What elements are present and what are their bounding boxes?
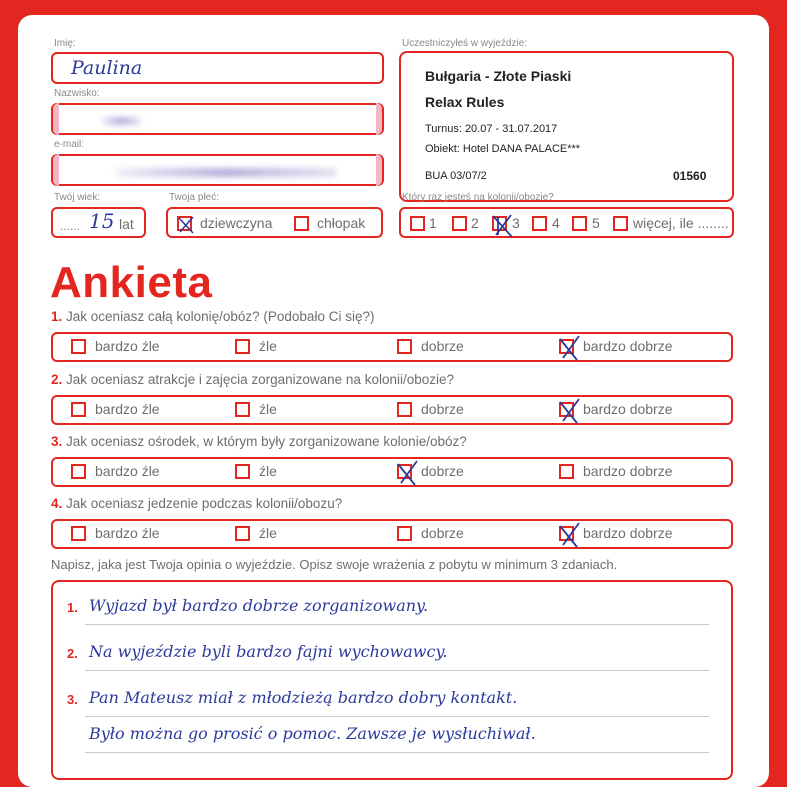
age-value: 15 <box>89 209 115 233</box>
trip-number: 01560 <box>673 169 707 183</box>
question-2 <box>51 372 454 387</box>
rating-row-2 <box>51 395 733 425</box>
name-field[interactable] <box>51 52 384 84</box>
trip-turnus: Turnus: 20.07 - 31.07.2017 <box>425 123 558 135</box>
trip-obiekt: Obiekt: Hotel DANA PALACE*** <box>425 143 581 155</box>
question-number: 4. <box>51 496 63 511</box>
opinion-prompt: Napisz, jaka jest Twoja opinia o wyjeździe. Opisz swoje wrażenia z pobytu w minimum 3 zdaniach. <box>51 557 618 572</box>
check-mark-icon <box>395 461 421 487</box>
rating-label: źle <box>259 463 277 479</box>
question-text: Jak oceniasz całą kolonię/obóz? (Podobało Ci się?) <box>66 309 375 324</box>
rating-checkbox[interactable] <box>559 402 574 417</box>
times-option-4: 4 <box>552 215 560 231</box>
question-4 <box>51 496 342 511</box>
rating-label: bardzo źle <box>95 338 160 354</box>
rating-row-1 <box>51 332 733 362</box>
age-label: Twój wiek: <box>54 192 101 203</box>
times-checkbox-5[interactable] <box>572 216 587 231</box>
rating-row-4 <box>51 519 733 549</box>
rating-checkbox[interactable] <box>559 339 574 354</box>
opinion-line-text: Wyjazd był bardzo dobrze zorganizowany. <box>89 596 429 615</box>
opinion-line-text: Było można go prosić o pomoc. Zawsze je wysłuchiwał. <box>89 724 536 743</box>
times-option-1: 1 <box>429 215 437 231</box>
times-option-2: 2 <box>471 215 479 231</box>
survey-form <box>18 15 769 787</box>
rating-label: bardzo źle <box>95 401 160 417</box>
rating-label: bardzo dobrze <box>583 401 673 417</box>
trip-label: Uczestniczyłeś w wyjeździe: <box>402 38 528 49</box>
gender-male-checkbox[interactable] <box>294 216 309 231</box>
gender-male-label: chłopak <box>317 215 366 231</box>
times-checkbox-4[interactable] <box>532 216 547 231</box>
email-label: e-mail: <box>54 139 85 150</box>
times-label: Który raz jesteś na kolonii/obozie? <box>402 192 554 203</box>
redacted-email <box>115 168 337 177</box>
opinion-rule <box>85 716 709 717</box>
opinion-line-number: 1. <box>67 600 78 615</box>
redacted-surname <box>101 117 141 125</box>
rating-checkbox[interactable] <box>397 339 412 354</box>
times-checkbox-2[interactable] <box>452 216 467 231</box>
rating-label: dobrze <box>421 401 464 417</box>
rating-label: dobrze <box>421 338 464 354</box>
age-field[interactable] <box>51 207 146 238</box>
rating-row-3 <box>51 457 733 487</box>
gender-label: Twoja płeć: <box>169 192 220 203</box>
name-value: Paulina <box>71 57 143 79</box>
age-unit: lat <box>119 216 134 232</box>
opinion-box[interactable] <box>51 580 733 780</box>
rating-label: bardzo dobrze <box>583 338 673 354</box>
rating-checkbox[interactable] <box>235 339 250 354</box>
surname-field[interactable] <box>51 103 384 135</box>
rating-label: bardzo źle <box>95 525 160 541</box>
opinion-line-text: Pan Mateusz miał z młodzieżą bardzo dobry kontakt. <box>89 688 518 707</box>
rating-label: źle <box>259 525 277 541</box>
rating-label: bardzo źle <box>95 463 160 479</box>
rating-checkbox[interactable] <box>235 402 250 417</box>
rating-label: dobrze <box>421 463 464 479</box>
rating-checkbox[interactable] <box>71 402 86 417</box>
trip-destination: Bułgaria - Złote Piaski <box>425 68 572 84</box>
question-text: Jak oceniasz atrakcje i zajęcia zorganizowane na kolonii/obozie? <box>66 372 455 387</box>
times-checkbox-more[interactable] <box>613 216 628 231</box>
name-label: Imię: <box>54 38 76 49</box>
rating-label: bardzo dobrze <box>583 525 673 541</box>
check-mark-icon <box>557 399 583 425</box>
rating-label: bardzo dobrze <box>583 463 673 479</box>
age-dots: ...... <box>60 219 81 233</box>
times-option-5: 5 <box>592 215 600 231</box>
times-more-label: więcej, ile ........ <box>633 215 729 231</box>
question-number: 3. <box>51 434 63 449</box>
trip-info-box <box>399 51 734 202</box>
rating-checkbox[interactable] <box>71 339 86 354</box>
trip-code: BUA 03/07/2 <box>425 170 487 182</box>
gender-female-checkbox[interactable] <box>177 216 192 231</box>
times-field <box>399 207 734 238</box>
check-mark-icon <box>557 523 583 549</box>
question-3 <box>51 434 467 449</box>
survey-title: Ankieta <box>50 258 213 307</box>
question-number: 2. <box>51 372 63 387</box>
rating-label: źle <box>259 338 277 354</box>
opinion-rule <box>85 752 709 753</box>
rating-label: dobrze <box>421 525 464 541</box>
rating-checkbox[interactable] <box>71 526 86 541</box>
check-mark-icon <box>175 213 197 235</box>
opinion-rule <box>85 624 709 625</box>
opinion-rule <box>85 670 709 671</box>
rating-label: źle <box>259 401 277 417</box>
check-mark-icon <box>557 336 583 362</box>
trip-program: Relax Rules <box>425 94 505 110</box>
rating-checkbox[interactable] <box>559 526 574 541</box>
times-checkbox-1[interactable] <box>410 216 425 231</box>
gender-female-label: dziewczyna <box>200 215 273 231</box>
email-field[interactable] <box>51 154 384 186</box>
rating-checkbox[interactable] <box>235 526 250 541</box>
question-1 <box>51 309 374 324</box>
opinion-line-number: 3. <box>67 692 78 707</box>
rating-checkbox[interactable] <box>71 464 86 479</box>
times-option-3: 3 <box>512 215 520 231</box>
question-text: Jak oceniasz ośrodek, w którym były zorganizowane kolonie/obóz? <box>66 434 467 449</box>
question-number: 1. <box>51 309 63 324</box>
rating-checkbox[interactable] <box>397 402 412 417</box>
rating-checkbox[interactable] <box>397 464 412 479</box>
rating-checkbox[interactable] <box>235 464 250 479</box>
opinion-line-number: 2. <box>67 646 78 661</box>
gender-field <box>166 207 383 238</box>
question-text: Jak oceniasz jedzenie podczas kolonii/obozu? <box>66 496 343 511</box>
rating-checkbox[interactable] <box>559 464 574 479</box>
times-checkbox-3[interactable] <box>492 216 507 231</box>
surname-label: Nazwisko: <box>54 88 100 99</box>
rating-checkbox[interactable] <box>397 526 412 541</box>
opinion-line-text: Na wyjeździe byli bardzo fajni wychowawcy. <box>89 642 448 661</box>
